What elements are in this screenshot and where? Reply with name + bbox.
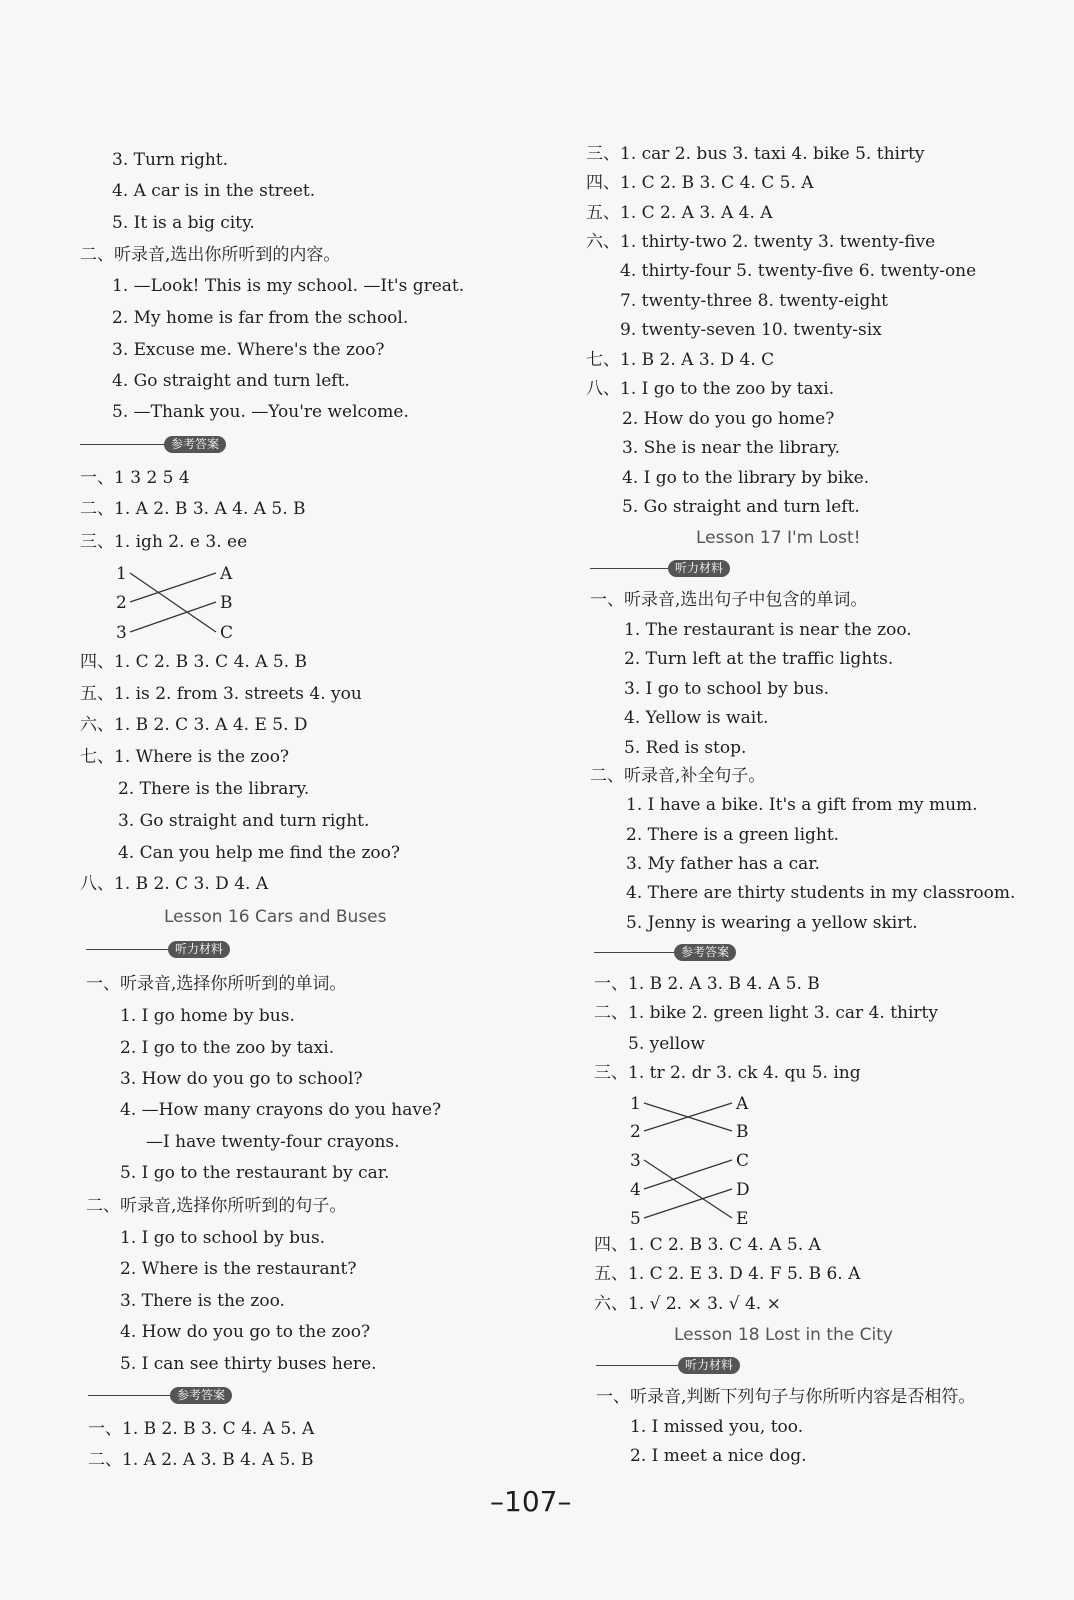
text-line: 3. Excuse me. Where's the zoo? [112, 340, 385, 360]
section-heading: 二、听录音,选择你所听到的句子。 [86, 1196, 347, 1216]
text-line: 3. I go to school by bus. [624, 679, 830, 699]
section-heading: 一、听录音,判断下列句子与你所听内容是否相符。 [596, 1387, 976, 1407]
answer-line: 5. Go straight and turn left. [622, 497, 860, 517]
text-line: 5. Jenny is wearing a yellow skirt. [626, 913, 918, 933]
answer-line: 七、1. Where is the zoo? [80, 747, 290, 767]
text-line: —I have twenty-four crayons. [146, 1132, 400, 1152]
answer-divider [594, 944, 764, 962]
divider-rule [88, 1395, 170, 1396]
match-left-5: 5 [630, 1209, 641, 1229]
answer-line: 3. She is near the library. [622, 438, 841, 458]
match-left-4: 4 [630, 1180, 641, 1200]
section-heading: 一、听录音,选出句子中包含的单词。 [590, 590, 868, 610]
text-line: 5. I can see thirty buses here. [120, 1354, 377, 1374]
match-left-2: 2 [630, 1122, 641, 1142]
answer-line: 7. twenty-three 8. twenty-eight [620, 291, 888, 311]
answer-line: 9. twenty-seven 10. twenty-six [620, 320, 882, 340]
answer-line: 三、1. car 2. bus 3. taxi 4. bike 5. thirty [586, 144, 925, 164]
text-line: 5. Red is stop. [624, 738, 747, 758]
answer-line: 三、1. tr 2. dr 3. ck 4. qu 5. ing [594, 1063, 861, 1083]
text-line: 1. I go home by bus. [120, 1006, 295, 1026]
text-line: 4. A car is in the street. [112, 181, 316, 201]
matching-diagram [112, 560, 252, 646]
divider-rule [86, 949, 168, 950]
match-right-a: A [736, 1094, 749, 1114]
answer-line: 七、1. B 2. A 3. D 4. C [586, 350, 775, 370]
text-line: 5. It is a big city. [112, 213, 255, 233]
divider-rule [596, 1365, 678, 1366]
divider-rule [80, 444, 164, 445]
text-line: 2. Where is the restaurant? [120, 1259, 357, 1279]
text-line: 4. Yellow is wait. [624, 708, 769, 728]
answer-line: 4. I go to the library by bike. [622, 468, 870, 488]
listening-divider [86, 941, 256, 959]
listening-tag: 听力材料 [168, 941, 230, 958]
text-line: 2. There is a green light. [626, 825, 840, 845]
answer-line: 四、1. C 2. B 3. C 4. C 5. A [586, 173, 814, 193]
listening-divider [590, 560, 760, 578]
answer-line: 3. Go straight and turn right. [118, 811, 370, 831]
lesson-18-title: Lesson 18 Lost in the City [674, 1325, 893, 1345]
answer-line: 四、1. C 2. B 3. C 4. A 5. A [594, 1235, 821, 1255]
match-right-a: A [220, 564, 233, 584]
section-heading: 二、听录音,补全句子。 [590, 766, 766, 786]
match-right-c: C [736, 1151, 750, 1171]
answer-line: 三、1. igh 2. e 3. ee [80, 532, 248, 552]
match-left-3: 3 [630, 1151, 641, 1171]
match-line [644, 1189, 732, 1218]
answer-line: 五、1. C 2. E 3. D 4. F 5. B 6. A [594, 1264, 861, 1284]
text-line: 1. I missed you, too. [630, 1417, 804, 1437]
section-heading: 二、听录音,选出你所听到的内容。 [80, 245, 341, 265]
answer-line: 六、1. √ 2. × 3. √ 4. × [594, 1294, 781, 1314]
section-heading: 一、听录音,选择你所听到的单词。 [86, 974, 347, 994]
answer-line: 五、1. is 2. from 3. streets 4. you [80, 684, 362, 704]
divider-rule [590, 568, 668, 569]
listening-tag: 听力材料 [668, 560, 730, 577]
text-line: 2. My home is far from the school. [112, 308, 409, 328]
text-line: 3. There is the zoo. [120, 1291, 285, 1311]
answer-line: 二、1. A 2. A 3. B 4. A 5. B [88, 1450, 314, 1470]
answer-line: 六、1. B 2. C 3. A 4. E 5. D [80, 715, 308, 735]
text-line: 4. Go straight and turn left. [112, 371, 350, 391]
text-line: 1. The restaurant is near the zoo. [624, 620, 912, 640]
text-line: 4. How do you go to the zoo? [120, 1322, 371, 1342]
match-right-e: E [736, 1209, 749, 1229]
answer-tag: 参考答案 [674, 944, 736, 961]
match-left-1: 1 [630, 1094, 641, 1114]
text-line: 5. —Thank you. —You're welcome. [112, 402, 409, 422]
answer-line: 八、1. I go to the zoo by taxi. [586, 379, 835, 399]
match-line [130, 573, 216, 632]
divider-rule [594, 952, 674, 953]
text-line: 4. —How many crayons do you have? [120, 1100, 442, 1120]
match-line [644, 1160, 732, 1189]
match-line [644, 1160, 732, 1218]
answer-line: 2. There is the library. [118, 779, 310, 799]
listening-tag: 听力材料 [678, 1357, 740, 1374]
answer-line: 4. thirty-four 5. twenty-five 6. twenty-one [620, 261, 977, 281]
text-line: 1. I have a bike. It's a gift from my mum. [626, 795, 978, 815]
answer-tag: 参考答案 [164, 436, 226, 453]
match-left-1: 1 [116, 564, 127, 584]
match-right-b: B [220, 593, 233, 613]
lesson-17-title: Lesson 17 I'm Lost! [696, 528, 861, 548]
text-line: 1. —Look! This is my school. —It's great. [112, 276, 465, 296]
match-right-c: C [220, 623, 234, 643]
text-line: 2. Turn left at the traffic lights. [624, 649, 894, 669]
matching-diagram [626, 1090, 766, 1234]
answer-line: 二、1. bike 2. green light 3. car 4. thirty [594, 1003, 938, 1023]
text-line: 5. I go to the restaurant by car. [120, 1163, 390, 1183]
match-left-3: 3 [116, 623, 127, 643]
match-line [130, 602, 216, 632]
answer-line: 五、1. C 2. A 3. A 4. A [586, 203, 773, 223]
answer-line: 八、1. B 2. C 3. D 4. A [80, 874, 269, 894]
answer-line: 5. yellow [628, 1034, 705, 1054]
match-right-b: B [736, 1122, 749, 1142]
match-line [130, 573, 216, 602]
answer-line: 一、1 3 2 5 4 [80, 468, 190, 488]
answer-line: 2. How do you go home? [622, 409, 835, 429]
lesson-16-title: Lesson 16 Cars and Buses [164, 907, 387, 927]
answer-line: 二、1. A 2. B 3. A 4. A 5. B [80, 499, 306, 519]
page-number: –107– [490, 1485, 572, 1518]
text-line: 2. I go to the zoo by taxi. [120, 1038, 335, 1058]
text-line: 3. How do you go to school? [120, 1069, 363, 1089]
answer-divider [88, 1387, 258, 1405]
text-line: 1. I go to school by bus. [120, 1228, 326, 1248]
answer-divider [80, 436, 250, 454]
answer-line: 六、1. thirty-two 2. twenty 3. twenty-five [586, 232, 936, 252]
match-left-2: 2 [116, 593, 127, 613]
answer-line: 4. Can you help me find the zoo? [118, 843, 400, 863]
text-line: 2. I meet a nice dog. [630, 1446, 807, 1466]
answer-line: 一、1. B 2. B 3. C 4. A 5. A [88, 1419, 315, 1439]
text-line: 4. There are thirty students in my classroom. [626, 883, 1016, 903]
answer-line: 四、1. C 2. B 3. C 4. A 5. B [80, 652, 308, 672]
text-line: 3. My father has a car. [626, 854, 820, 874]
match-right-d: D [736, 1180, 750, 1200]
text-line: 3. Turn right. [112, 150, 229, 170]
answer-line: 一、1. B 2. A 3. B 4. A 5. B [594, 974, 820, 994]
listening-divider [596, 1357, 766, 1375]
answer-tag: 参考答案 [170, 1387, 232, 1404]
